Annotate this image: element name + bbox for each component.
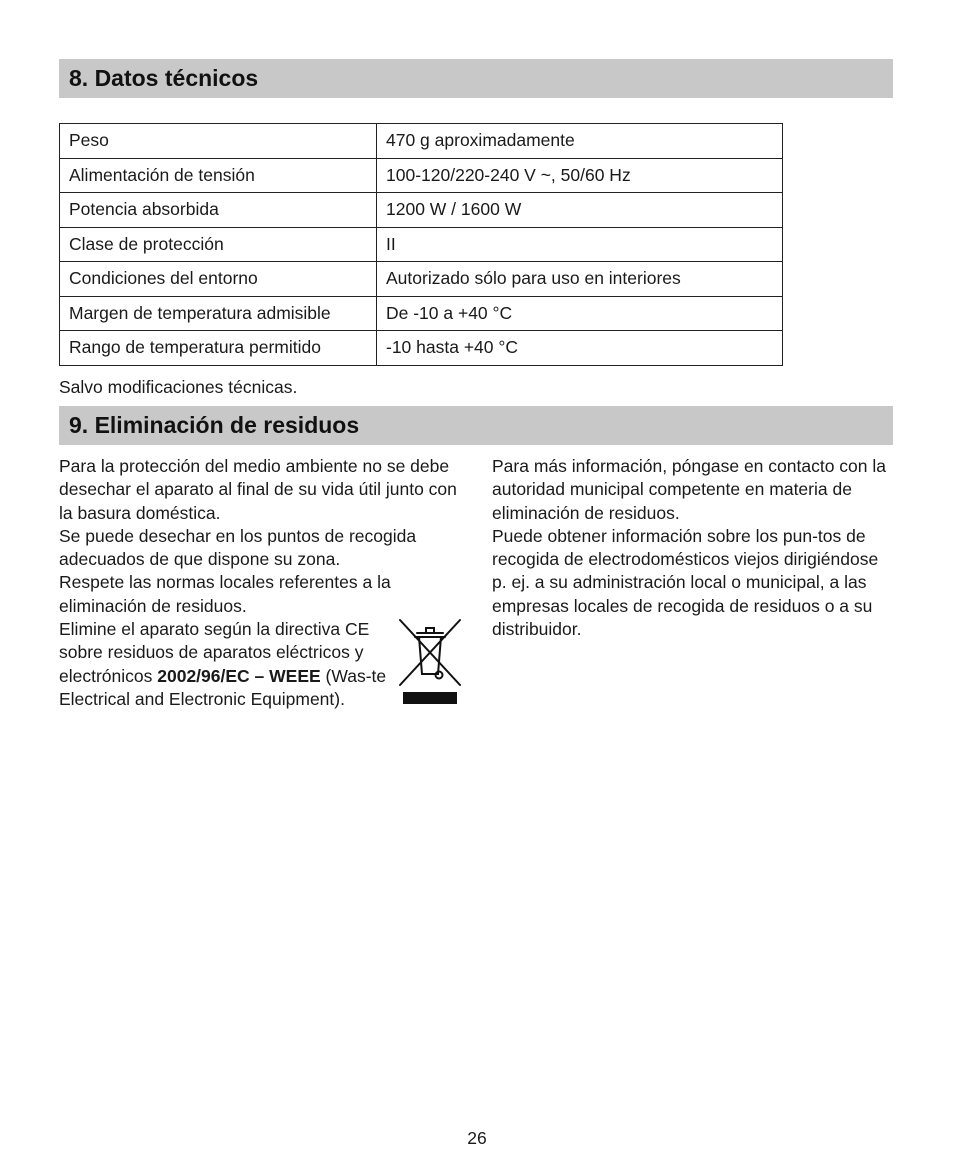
paragraph: Puede obtener información sobre los pun-tos de recogida de electrodomésticos viejos dirigiéndose p. ej. a su administración local o municipal, a las empresas locales de recogida de residuos o a su distribuidor. xyxy=(492,525,879,640)
spec-value: II xyxy=(377,227,783,262)
spec-value: Autorizado sólo para uso en interiores xyxy=(377,262,783,297)
spec-label: Margen de temperatura admisible xyxy=(60,296,377,331)
disposal-right-column xyxy=(492,455,892,641)
weee-text-end: (Was-te Electrical and Electronic Equipment). xyxy=(59,665,387,709)
weee-block xyxy=(59,618,459,711)
paragraph xyxy=(59,618,391,711)
spec-value: 100-120/220-240 V ~, 50/60 Hz xyxy=(377,158,783,193)
spec-value: De -10 a +40 °C xyxy=(377,296,783,331)
table-row xyxy=(60,124,783,159)
technical-data-table xyxy=(59,123,783,366)
table-row xyxy=(60,227,783,262)
paragraph: Para la protección del medio ambiente no se debe desechar el aparato al final de su vida útil junto con la basura doméstica. xyxy=(59,456,457,523)
spec-value: 470 g aproximadamente xyxy=(377,124,783,159)
page-number: 26 xyxy=(467,1128,487,1148)
disposal-left-column xyxy=(59,455,459,711)
spec-value: 1200 W / 1600 W xyxy=(377,193,783,228)
paragraph: Se puede desechar en los puntos de recogida adecuados de que dispone su zona. xyxy=(59,525,417,570)
spec-label: Clase de protección xyxy=(60,227,377,262)
spec-label: Alimentación de tensión xyxy=(60,158,377,193)
table-row xyxy=(60,262,783,297)
table-row xyxy=(60,296,783,331)
section-8-heading: 8. Datos técnicos xyxy=(59,59,893,98)
paragraph: Respete las normas locales referentes a la eliminación de residuos. xyxy=(59,572,391,616)
spec-label: Potencia absorbida xyxy=(60,193,377,228)
crossed-out-wheelie-bin-icon xyxy=(398,618,462,708)
paragraph: Para más información, póngase en contacto con la autoridad municipal competente en materia de eliminación de residuos. xyxy=(492,456,886,523)
section-9-heading: 9. Eliminación de residuos xyxy=(59,406,893,445)
spec-label: Rango de temperatura permitido xyxy=(60,331,377,366)
spec-value: -10 hasta +40 °C xyxy=(377,331,783,366)
table-row xyxy=(60,158,783,193)
table-row xyxy=(60,193,783,228)
table-row xyxy=(60,331,783,366)
weee-directive: 2002/96/EC – WEEE xyxy=(157,665,321,686)
spec-label: Peso xyxy=(60,124,377,159)
spec-label: Condiciones del entorno xyxy=(60,262,377,297)
technical-changes-note: Salvo modificaciones técnicas. xyxy=(59,377,298,397)
weee-text-start: Elimine el aparato según la directiva CE sobre residuos de aparatos eléctricos y electrónicos xyxy=(59,619,370,686)
